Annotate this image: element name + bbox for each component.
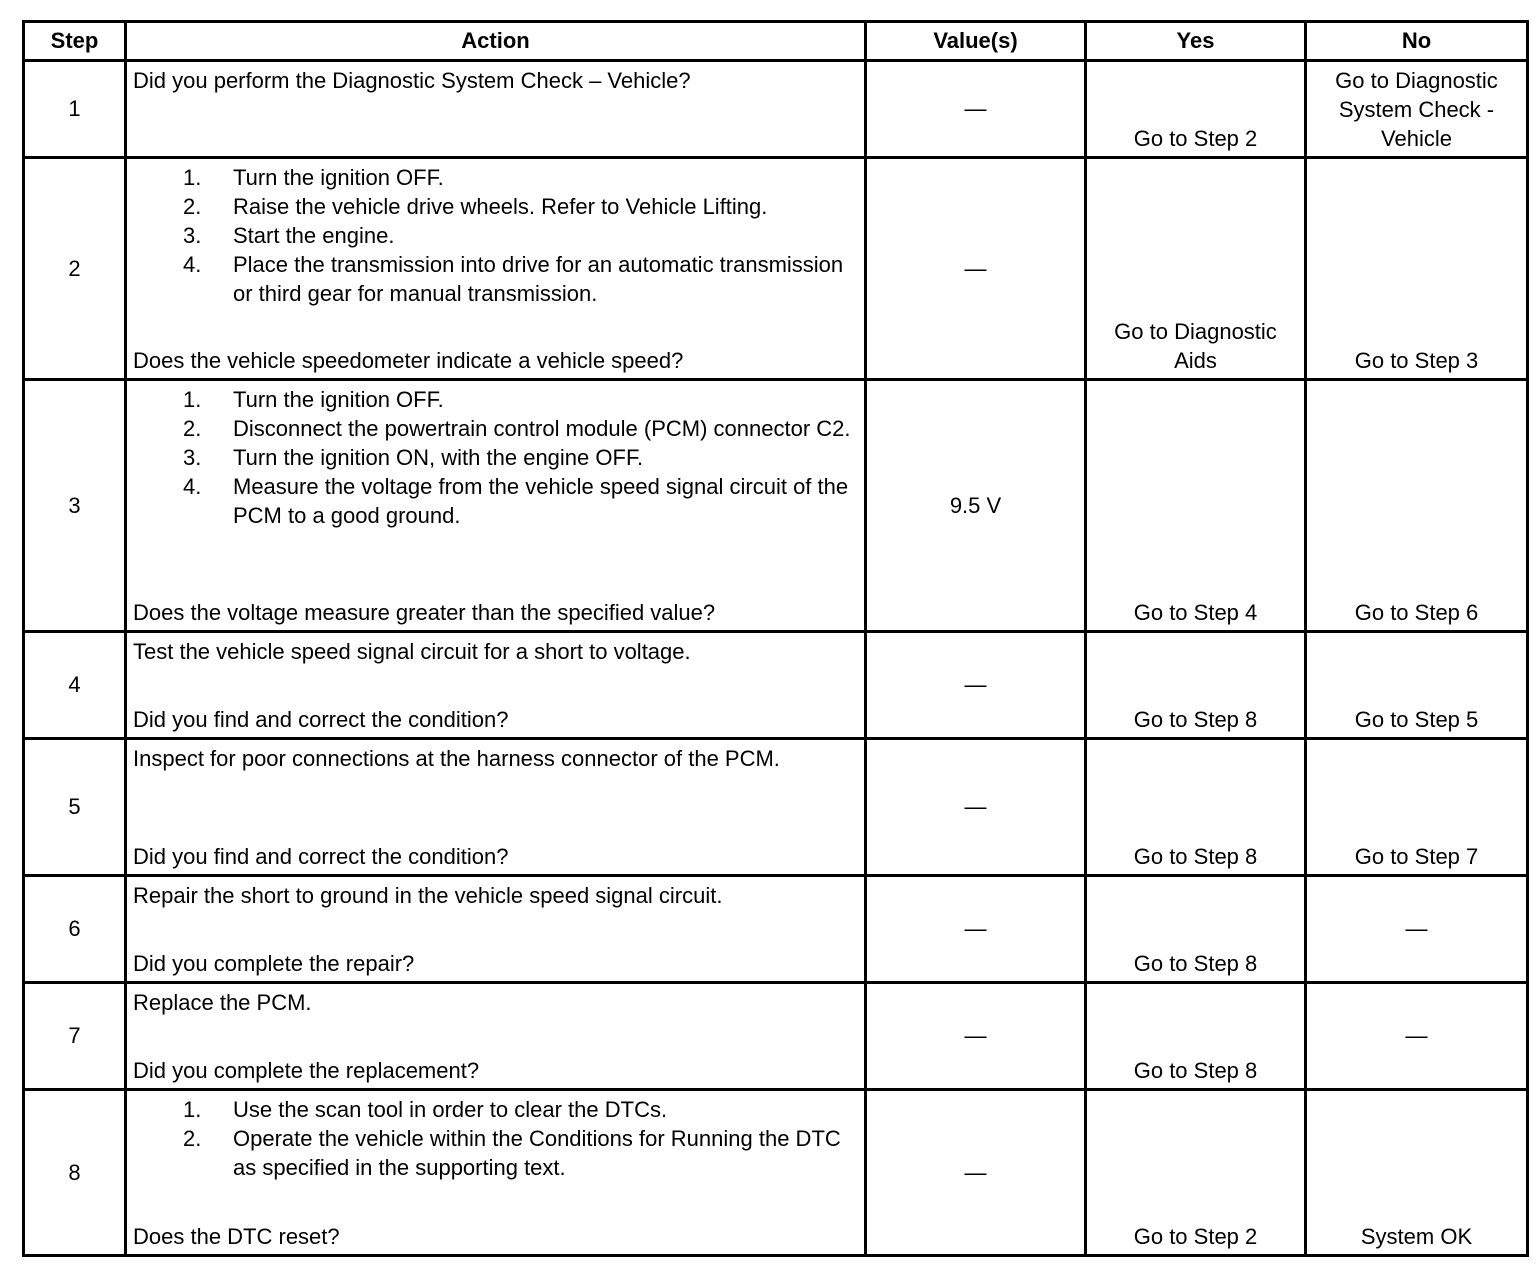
list-item: 1. Turn the ignition OFF. <box>183 165 444 190</box>
no-cell <box>1306 632 1528 739</box>
yes-cell <box>1086 380 1306 632</box>
step-number: 7 <box>68 1023 81 1048</box>
value-text: — <box>964 916 987 941</box>
step-number: 5 <box>68 794 81 819</box>
table-row <box>24 739 1528 876</box>
list-item: 3. Turn the ignition ON, with the engine OFF. <box>183 445 644 470</box>
yes-action: Go to Step 2 <box>1133 126 1258 151</box>
step-number: 6 <box>68 916 81 941</box>
action-cell <box>126 61 866 158</box>
yes-action: Go to Step 8 <box>1133 951 1258 976</box>
value-cell <box>866 380 1086 632</box>
action-steps-list <box>133 385 858 530</box>
action-cell <box>126 739 866 876</box>
no-action: Go to Step 3 <box>1354 348 1479 373</box>
list-item: 3. Start the engine. <box>183 223 395 248</box>
list-item: 1. Turn the ignition OFF. <box>183 387 444 412</box>
no-cell <box>1306 876 1528 983</box>
value-text: — <box>964 672 987 697</box>
action-question: Does the voltage measure greater than the specified value? <box>133 600 716 625</box>
no-cell <box>1306 1090 1528 1256</box>
yes-action: Go to Diagnostic Aids <box>1114 319 1277 373</box>
step-cell <box>24 1090 126 1256</box>
header-no: No <box>1306 22 1528 61</box>
action-cell <box>126 632 866 739</box>
yes-action: Go to Step 2 <box>1133 1224 1258 1249</box>
value-cell <box>866 739 1086 876</box>
yes-cell <box>1086 158 1306 380</box>
action-question: Did you complete the repair? <box>133 951 415 976</box>
header-step: Step <box>24 22 126 61</box>
action-cell <box>126 380 866 632</box>
action-text: Inspect for poor connections at the harness connector of the PCM. <box>133 746 780 771</box>
yes-action: Go to Step 8 <box>1133 707 1258 732</box>
action-question: Does the vehicle speedometer indicate a vehicle speed? <box>133 348 684 373</box>
no-cell <box>1306 983 1528 1090</box>
action-text: Repair the short to ground in the vehicle speed signal circuit. <box>133 883 723 908</box>
yes-action: Go to Step 4 <box>1133 600 1258 625</box>
list-item: 2. Disconnect the powertrain control module (PCM) connector C2. <box>183 416 851 441</box>
yes-cell <box>1086 632 1306 739</box>
step-cell <box>24 158 126 380</box>
action-steps-list <box>133 1095 858 1182</box>
header-values: Value(s) <box>866 22 1086 61</box>
header-action: Action <box>126 22 866 61</box>
yes-cell <box>1086 876 1306 983</box>
value-text: — <box>964 255 987 281</box>
value-cell <box>866 983 1086 1090</box>
table-row <box>24 983 1528 1090</box>
yes-action: Go to Step 8 <box>1133 844 1258 869</box>
action-question: Did you complete the replacement? <box>133 1058 480 1083</box>
value-text: 9.5 V <box>949 492 1002 518</box>
list-item: 2. Raise the vehicle drive wheels. Refer to Vehicle Lifting. <box>183 194 768 219</box>
table-row <box>24 61 1528 158</box>
action-question: Did you find and correct the condition? <box>133 844 509 869</box>
header-row <box>24 22 1528 61</box>
action-cell <box>126 158 866 380</box>
diagnostic-table <box>22 20 1529 1257</box>
no-action: Go to Diagnostic System Check - Vehicle <box>1335 68 1498 151</box>
list-item: 4. Place the transmission into drive for an automatic transmission or third gear for manual transmission. <box>183 252 844 306</box>
yes-cell <box>1086 61 1306 158</box>
step-number: 1 <box>68 96 81 121</box>
value-text: — <box>964 1023 987 1048</box>
no-cell <box>1306 739 1528 876</box>
step-number: 2 <box>68 255 81 281</box>
value-cell <box>866 61 1086 158</box>
action-steps-list <box>133 163 858 308</box>
no-cell <box>1306 61 1528 158</box>
list-item: 2. Operate the vehicle within the Conditions for Running the DTC as specified in the supporting text. <box>183 1126 841 1180</box>
action-cell <box>126 1090 866 1256</box>
yes-cell <box>1086 1090 1306 1256</box>
table-row <box>24 876 1528 983</box>
value-cell <box>866 876 1086 983</box>
value-cell <box>866 158 1086 380</box>
value-text: — <box>964 794 987 819</box>
table-row <box>24 632 1528 739</box>
step-number: 4 <box>68 672 81 697</box>
step-number: 3 <box>68 492 81 518</box>
no-action: System OK <box>1360 1224 1473 1249</box>
table-row <box>24 1090 1528 1256</box>
step-number: 8 <box>68 1159 81 1185</box>
value-cell <box>866 632 1086 739</box>
list-item: 4. Measure the voltage from the vehicle speed signal circuit of the PCM to a good ground. <box>183 474 849 528</box>
action-cell <box>126 876 866 983</box>
value-cell <box>866 1090 1086 1256</box>
step-cell <box>24 632 126 739</box>
no-cell <box>1306 158 1528 380</box>
action-cell <box>126 983 866 1090</box>
yes-cell <box>1086 983 1306 1090</box>
no-action: Go to Step 5 <box>1354 707 1479 732</box>
step-cell <box>24 61 126 158</box>
step-cell <box>24 739 126 876</box>
step-cell <box>24 983 126 1090</box>
step-cell <box>24 380 126 632</box>
yes-action: Go to Step 8 <box>1133 1058 1258 1083</box>
action-text: Test the vehicle speed signal circuit for a short to voltage. <box>133 639 691 664</box>
header-yes: Yes <box>1086 22 1306 61</box>
action-question: Did you find and correct the condition? <box>133 707 509 732</box>
step-cell <box>24 876 126 983</box>
action-question: Does the DTC reset? <box>133 1224 340 1249</box>
action-text: Did you perform the Diagnostic System Check – Vehicle? <box>133 68 691 93</box>
action-text: Replace the PCM. <box>133 990 312 1015</box>
value-text: — <box>964 1159 987 1185</box>
no-action: Go to Step 7 <box>1354 844 1479 869</box>
no-action: — <box>1405 1023 1428 1048</box>
table-row <box>24 380 1528 632</box>
yes-cell <box>1086 739 1306 876</box>
no-action: — <box>1405 916 1428 941</box>
value-text: — <box>964 96 987 121</box>
table-row <box>24 158 1528 380</box>
no-action: Go to Step 6 <box>1354 600 1479 625</box>
no-cell <box>1306 380 1528 632</box>
list-item: 1. Use the scan tool in order to clear the DTCs. <box>183 1097 668 1122</box>
